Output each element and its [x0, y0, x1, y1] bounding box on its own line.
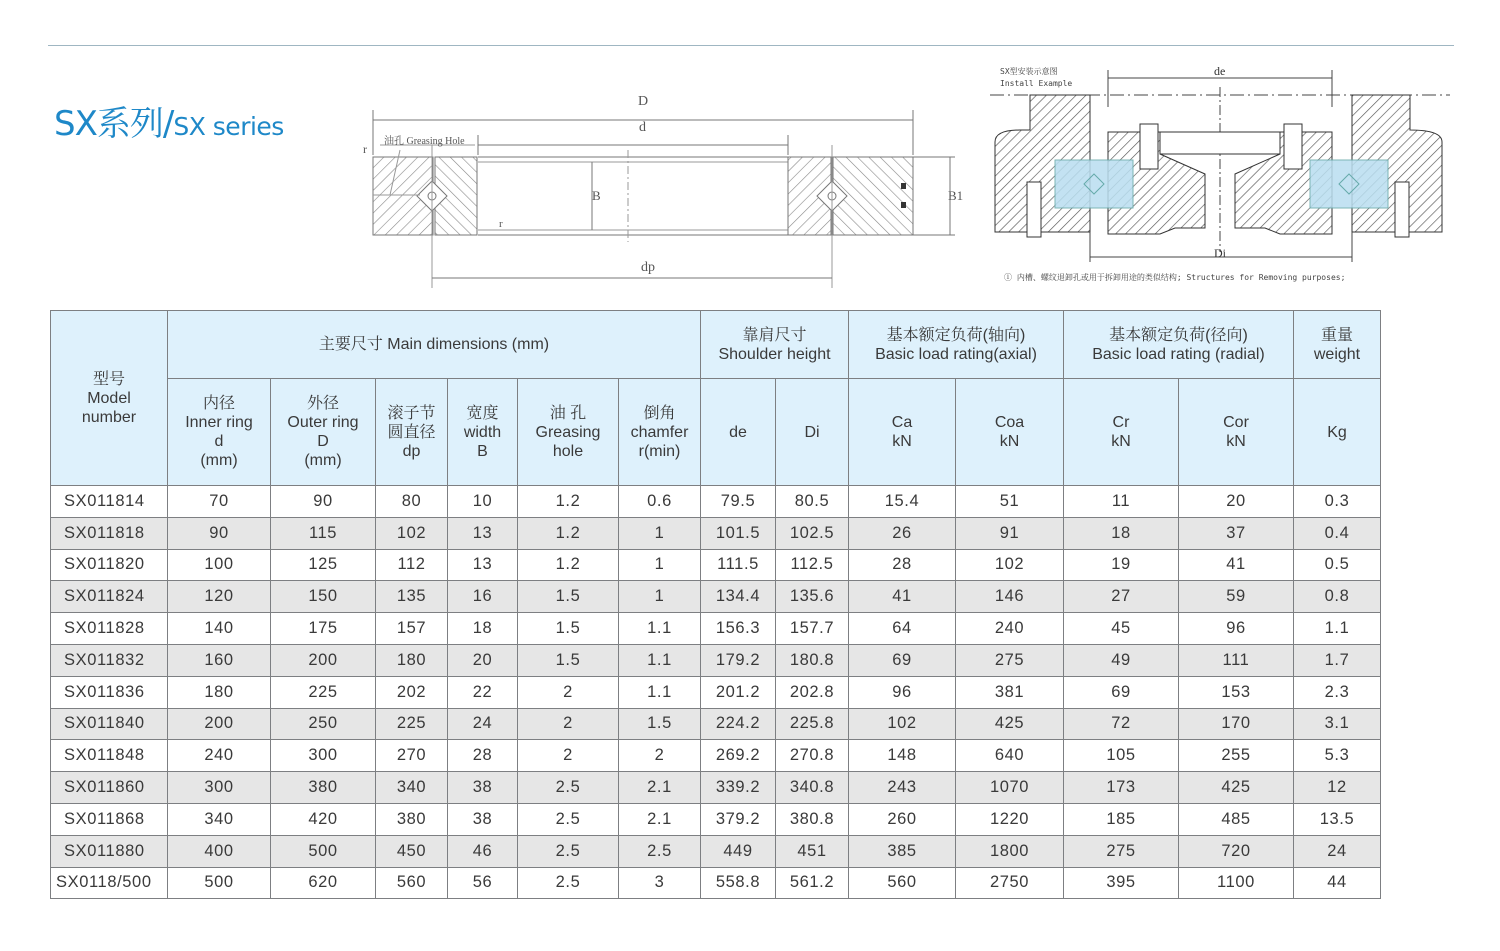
- cell-Cr: 105: [1064, 740, 1179, 772]
- header-Cr: [1064, 379, 1179, 486]
- cell-inner-d: 180: [168, 676, 271, 708]
- cell-outer-D: 300: [271, 740, 376, 772]
- cell-Coa: 1220: [956, 803, 1064, 835]
- cell-model: SX011840: [51, 708, 168, 740]
- cell-Cor: 153: [1179, 676, 1294, 708]
- cell-width-B: 13: [448, 549, 518, 581]
- cell-Cor: 96: [1179, 613, 1294, 645]
- cell-greasing-hole: 2.5: [518, 835, 619, 867]
- cell-width-B: 16: [448, 581, 518, 613]
- label-D: D: [638, 94, 649, 109]
- cell-Ca: 69: [849, 644, 956, 676]
- cell-Coa: 640: [956, 740, 1064, 772]
- h-Coa-unit: kN: [999, 433, 1020, 450]
- cell-de: 269.2: [701, 740, 776, 772]
- cell-de: 449: [701, 835, 776, 867]
- header-Di: [776, 379, 849, 486]
- h-d-cn: 内径: [202, 395, 235, 412]
- table-row: [51, 772, 1381, 804]
- cell-weight-kg: 2.3: [1294, 676, 1381, 708]
- cell-de: 111.5: [701, 549, 776, 581]
- cell-inner-d: 70: [168, 486, 271, 518]
- header-Ca: [849, 379, 956, 486]
- cell-greasing-hole: 1.5: [518, 644, 619, 676]
- header-row-group: [51, 311, 1381, 379]
- cell-inner-d: 200: [168, 708, 271, 740]
- cell-Di: 180.8: [776, 644, 849, 676]
- h-B-cn: 宽度: [466, 404, 499, 422]
- cell-outer-D: 175: [271, 613, 376, 645]
- h-dp-cn2: 圆直径: [387, 423, 436, 441]
- cell-inner-d: 140: [168, 613, 271, 645]
- cell-chamfer-r: 1.1: [619, 613, 701, 645]
- label-dp: dp: [641, 260, 655, 275]
- cell-Di: 202.8: [776, 676, 849, 708]
- cell-Cor: 59: [1179, 581, 1294, 613]
- cell-outer-D: 200: [271, 644, 376, 676]
- h-D-sym: D: [317, 433, 329, 450]
- title-en: SX series: [173, 112, 284, 141]
- install-example-drawing: [990, 62, 1460, 292]
- cell-Cor: 720: [1179, 835, 1294, 867]
- header-de: [701, 379, 776, 486]
- h-d-unit: (mm): [200, 452, 238, 469]
- cell-Coa: 275: [956, 644, 1064, 676]
- cell-chamfer-r: 1.1: [619, 676, 701, 708]
- header-radial-load: [1064, 311, 1294, 379]
- cell-dp: 202: [376, 676, 448, 708]
- cell-greasing-hole: 2: [518, 708, 619, 740]
- table-row: [51, 581, 1381, 613]
- cell-inner-d: 400: [168, 835, 271, 867]
- cell-dp: 225: [376, 708, 448, 740]
- cell-Di: 225.8: [776, 708, 849, 740]
- cell-weight-kg: 13.5: [1294, 803, 1381, 835]
- page-title: [54, 96, 284, 145]
- h-Cor-unit: kN: [1226, 433, 1246, 450]
- cell-Cor: 255: [1179, 740, 1294, 772]
- h-dp-cn1: 滚子节: [387, 404, 436, 422]
- h-Ca: Ca: [891, 414, 913, 431]
- cell-de: 379.2: [701, 803, 776, 835]
- cell-Di: 451: [776, 835, 849, 867]
- bearing-cross-section-drawing: [360, 90, 970, 290]
- top-divider: [48, 45, 1454, 46]
- header-model: [51, 311, 168, 486]
- header-row-sub: [51, 379, 1381, 486]
- h-Di: Di: [804, 423, 820, 441]
- table-row: [51, 517, 1381, 549]
- cell-outer-D: 420: [271, 803, 376, 835]
- cell-Ca: 26: [849, 517, 956, 549]
- h-hole-en2: hole: [552, 442, 584, 460]
- cell-Cr: 275: [1064, 835, 1179, 867]
- cell-weight-kg: 12: [1294, 772, 1381, 804]
- h-D-en: Outer ring: [287, 414, 359, 431]
- header-Coa: [956, 379, 1064, 486]
- cell-chamfer-r: 0.6: [619, 486, 701, 518]
- cell-greasing-hole: 2.5: [518, 772, 619, 804]
- cell-Ca: 148: [849, 740, 956, 772]
- header-pitch-diameter: [376, 379, 448, 486]
- cell-width-B: 10: [448, 486, 518, 518]
- cell-Ca: 28: [849, 549, 956, 581]
- cell-inner-d: 100: [168, 549, 271, 581]
- table-row: [51, 644, 1381, 676]
- table-row: [51, 486, 1381, 518]
- h-B-sym: B: [477, 442, 488, 460]
- cell-Cr: 19: [1064, 549, 1179, 581]
- header-axial-en: Basic load rating(axial): [875, 345, 1037, 363]
- header-greasing-hole: [518, 379, 619, 486]
- cell-outer-D: 500: [271, 835, 376, 867]
- cell-de: 79.5: [701, 486, 776, 518]
- cell-dp: 135: [376, 581, 448, 613]
- h-Cr: Cr: [1112, 414, 1130, 431]
- cell-outer-D: 250: [271, 708, 376, 740]
- cell-chamfer-r: 2: [619, 740, 701, 772]
- h-r-cn: 倒角: [643, 404, 676, 422]
- cell-Cr: 72: [1064, 708, 1179, 740]
- h-d-en: Inner ring: [185, 414, 253, 431]
- cell-model: SX011828: [51, 613, 168, 645]
- spec-table: [50, 310, 1381, 899]
- cell-Cor: 111: [1179, 644, 1294, 676]
- cell-Cor: 20: [1179, 486, 1294, 518]
- header-radial-en: Basic load rating (radial): [1092, 345, 1265, 363]
- cell-Ca: 560: [849, 867, 956, 899]
- label-de: de: [1214, 64, 1226, 78]
- cell-dp: 270: [376, 740, 448, 772]
- header-shoulder-cn: 靠肩尺寸: [742, 326, 807, 344]
- label-r-top: r: [363, 142, 367, 156]
- cell-chamfer-r: 2.1: [619, 772, 701, 804]
- header-axial-cn: 基本额定负荷(轴向): [886, 326, 1026, 344]
- cell-width-B: 46: [448, 835, 518, 867]
- cell-model: SX011868: [51, 803, 168, 835]
- h-r-sym: r(min): [638, 442, 681, 460]
- cell-de: 201.2: [701, 676, 776, 708]
- table-row: [51, 708, 1381, 740]
- install-footnote: ① 内槽、螺纹退卸孔或用于拆卸用途的类似结构; Structures for Removing purposes;: [1004, 273, 1346, 282]
- cell-Cr: 45: [1064, 613, 1179, 645]
- cell-Coa: 2750: [956, 867, 1064, 899]
- cell-Ca: 243: [849, 772, 956, 804]
- header-width: [448, 379, 518, 486]
- cell-Cr: 69: [1064, 676, 1179, 708]
- cell-model: SX011880: [51, 835, 168, 867]
- cell-de: 339.2: [701, 772, 776, 804]
- header-inner-ring: [168, 379, 271, 486]
- cell-Ca: 64: [849, 613, 956, 645]
- cell-outer-D: 150: [271, 581, 376, 613]
- table-row: [51, 867, 1381, 899]
- cell-Di: 112.5: [776, 549, 849, 581]
- cell-Ca: 15.4: [849, 486, 956, 518]
- h-hole-cn: 油 孔: [549, 404, 587, 422]
- cell-de: 179.2: [701, 644, 776, 676]
- cell-dp: 340: [376, 772, 448, 804]
- title-cn: SX系列/: [54, 104, 174, 144]
- cell-greasing-hole: 1.5: [518, 613, 619, 645]
- install-caption-cn: SX型安装示意图: [1000, 67, 1058, 76]
- label-r-inner: r: [499, 218, 503, 230]
- header-shoulder-height: [701, 311, 849, 379]
- cell-de: 101.5: [701, 517, 776, 549]
- cell-width-B: 38: [448, 772, 518, 804]
- header-weight: [1294, 311, 1381, 379]
- header-main-dimensions: 主要尺寸 Main dimensions (mm): [168, 311, 701, 379]
- cell-dp: 80: [376, 486, 448, 518]
- cell-Coa: 240: [956, 613, 1064, 645]
- cell-weight-kg: 0.4: [1294, 517, 1381, 549]
- cell-greasing-hole: 2.5: [518, 803, 619, 835]
- label-Di: Di: [1214, 246, 1226, 260]
- header-model-cn: 型号: [92, 370, 125, 388]
- h-d-sym: d: [214, 433, 224, 450]
- cell-chamfer-r: 2.1: [619, 803, 701, 835]
- cell-chamfer-r: 2.5: [619, 835, 701, 867]
- cell-Di: 135.6: [776, 581, 849, 613]
- cell-model: SX011814: [51, 486, 168, 518]
- cell-Di: 157.7: [776, 613, 849, 645]
- cell-greasing-hole: 1.2: [518, 517, 619, 549]
- cell-Coa: 381: [956, 676, 1064, 708]
- cell-weight-kg: 44: [1294, 867, 1381, 899]
- cell-weight-kg: 0.8: [1294, 581, 1381, 613]
- cell-Cr: 49: [1064, 644, 1179, 676]
- cell-outer-D: 620: [271, 867, 376, 899]
- table-row: [51, 549, 1381, 581]
- cell-greasing-hole: 2: [518, 676, 619, 708]
- cell-Di: 80.5: [776, 486, 849, 518]
- cell-chamfer-r: 1.1: [619, 644, 701, 676]
- cell-Di: 380.8: [776, 803, 849, 835]
- cell-Ca: 41: [849, 581, 956, 613]
- cell-dp: 157: [376, 613, 448, 645]
- cell-weight-kg: 5.3: [1294, 740, 1381, 772]
- h-Coa: Coa: [994, 414, 1025, 431]
- header-kg: [1294, 379, 1381, 486]
- cell-weight-kg: 3.1: [1294, 708, 1381, 740]
- cell-de: 156.3: [701, 613, 776, 645]
- cell-greasing-hole: 2: [518, 740, 619, 772]
- cell-model: SX011832: [51, 644, 168, 676]
- cell-greasing-hole: 1.2: [518, 549, 619, 581]
- h-D-cn: 外径: [306, 395, 339, 412]
- cell-Ca: 385: [849, 835, 956, 867]
- cell-dp: 102: [376, 517, 448, 549]
- cell-dp: 380: [376, 803, 448, 835]
- h-B-en: width: [463, 423, 502, 441]
- cell-chamfer-r: 1: [619, 549, 701, 581]
- cell-width-B: 13: [448, 517, 518, 549]
- cell-greasing-hole: 2.5: [518, 867, 619, 899]
- cell-de: 134.4: [701, 581, 776, 613]
- cell-Cor: 425: [1179, 772, 1294, 804]
- cell-Cr: 27: [1064, 581, 1179, 613]
- cell-outer-D: 115: [271, 517, 376, 549]
- cell-Coa: 1070: [956, 772, 1064, 804]
- table-row: [51, 740, 1381, 772]
- h-Cr-unit: kN: [1111, 433, 1131, 450]
- cell-model: SX011848: [51, 740, 168, 772]
- cell-model: SX011818: [51, 517, 168, 549]
- cell-greasing-hole: 1.2: [518, 486, 619, 518]
- cell-Coa: 1800: [956, 835, 1064, 867]
- bearing-section-svg: [360, 90, 970, 290]
- cell-width-B: 18: [448, 613, 518, 645]
- cell-weight-kg: 1.1: [1294, 613, 1381, 645]
- table-row: [51, 835, 1381, 867]
- header-shoulder-en: Shoulder height: [718, 345, 831, 363]
- header-Cor: [1179, 379, 1294, 486]
- header-axial-load: [849, 311, 1064, 379]
- header-weight-en: weight: [1313, 345, 1361, 363]
- label-B1: B1: [948, 188, 964, 203]
- label-greasing-hole: 油孔 Greasing Hole: [384, 136, 465, 147]
- header-model-en1: Model: [87, 389, 131, 407]
- h-dp-sym: dp: [402, 442, 421, 460]
- cell-model: SX011820: [51, 549, 168, 581]
- cell-inner-d: 90: [168, 517, 271, 549]
- cell-width-B: 28: [448, 740, 518, 772]
- cell-width-B: 24: [448, 708, 518, 740]
- cell-inner-d: 240: [168, 740, 271, 772]
- cell-width-B: 20: [448, 644, 518, 676]
- cell-Coa: 91: [956, 517, 1064, 549]
- cell-Cr: 173: [1064, 772, 1179, 804]
- cell-dp: 450: [376, 835, 448, 867]
- cell-model: SX011824: [51, 581, 168, 613]
- cell-outer-D: 225: [271, 676, 376, 708]
- cell-outer-D: 380: [271, 772, 376, 804]
- cell-width-B: 38: [448, 803, 518, 835]
- cell-greasing-hole: 1.5: [518, 581, 619, 613]
- cell-model: SX0118/500: [51, 867, 168, 899]
- cell-chamfer-r: 1.5: [619, 708, 701, 740]
- cell-weight-kg: 1.7: [1294, 644, 1381, 676]
- cell-Cor: 170: [1179, 708, 1294, 740]
- cell-Cr: 11: [1064, 486, 1179, 518]
- cell-weight-kg: 24: [1294, 835, 1381, 867]
- cell-Di: 102.5: [776, 517, 849, 549]
- header-chamfer: [619, 379, 701, 486]
- cell-inner-d: 340: [168, 803, 271, 835]
- cell-Coa: 102: [956, 549, 1064, 581]
- cell-Coa: 425: [956, 708, 1064, 740]
- install-caption-en: Install Example: [1000, 79, 1073, 88]
- cell-dp: 180: [376, 644, 448, 676]
- table-row: [51, 613, 1381, 645]
- cell-dp: 560: [376, 867, 448, 899]
- label-B: B: [592, 188, 601, 203]
- cell-Cor: 1100: [1179, 867, 1294, 899]
- h-hole-en1: Greasing: [535, 423, 601, 441]
- header-model-en2: number: [81, 408, 137, 426]
- cell-Cr: 185: [1064, 803, 1179, 835]
- cell-weight-kg: 0.5: [1294, 549, 1381, 581]
- cell-chamfer-r: 3: [619, 867, 701, 899]
- h-Ca-unit: kN: [892, 433, 912, 450]
- cell-Coa: 51: [956, 486, 1064, 518]
- h-D-unit: (mm): [304, 452, 342, 469]
- cell-Cor: 41: [1179, 549, 1294, 581]
- cell-de: 558.8: [701, 867, 776, 899]
- cell-outer-D: 125: [271, 549, 376, 581]
- cell-model: SX011860: [51, 772, 168, 804]
- cell-inner-d: 300: [168, 772, 271, 804]
- header-outer-ring: [271, 379, 376, 486]
- cell-inner-d: 120: [168, 581, 271, 613]
- h-r-en: chamfer: [630, 423, 689, 441]
- cell-Cor: 37: [1179, 517, 1294, 549]
- cell-outer-D: 90: [271, 486, 376, 518]
- header-weight-cn: 重量: [1320, 326, 1353, 344]
- cell-Coa: 146: [956, 581, 1064, 613]
- cell-Ca: 102: [849, 708, 956, 740]
- cell-Ca: 260: [849, 803, 956, 835]
- cell-width-B: 56: [448, 867, 518, 899]
- cell-chamfer-r: 1: [619, 581, 701, 613]
- h-kg: Kg: [1327, 423, 1347, 441]
- cell-Di: 270.8: [776, 740, 849, 772]
- cell-Cr: 395: [1064, 867, 1179, 899]
- cell-Ca: 96: [849, 676, 956, 708]
- h-Cor: Cor: [1223, 414, 1249, 431]
- cell-width-B: 22: [448, 676, 518, 708]
- h-de: de: [729, 423, 747, 441]
- cell-model: SX011836: [51, 676, 168, 708]
- cell-chamfer-r: 1: [619, 517, 701, 549]
- table-row: [51, 676, 1381, 708]
- cell-dp: 112: [376, 549, 448, 581]
- cell-Di: 340.8: [776, 772, 849, 804]
- cell-Di: 561.2: [776, 867, 849, 899]
- cell-weight-kg: 0.3: [1294, 486, 1381, 518]
- cell-inner-d: 160: [168, 644, 271, 676]
- spec-table-body: [51, 486, 1381, 899]
- label-d: d: [639, 120, 646, 135]
- cell-Cr: 18: [1064, 517, 1179, 549]
- cell-de: 224.2: [701, 708, 776, 740]
- cell-Cor: 485: [1179, 803, 1294, 835]
- table-row: [51, 803, 1381, 835]
- header-radial-cn: 基本额定负荷(径向): [1109, 326, 1248, 344]
- cell-inner-d: 500: [168, 867, 271, 899]
